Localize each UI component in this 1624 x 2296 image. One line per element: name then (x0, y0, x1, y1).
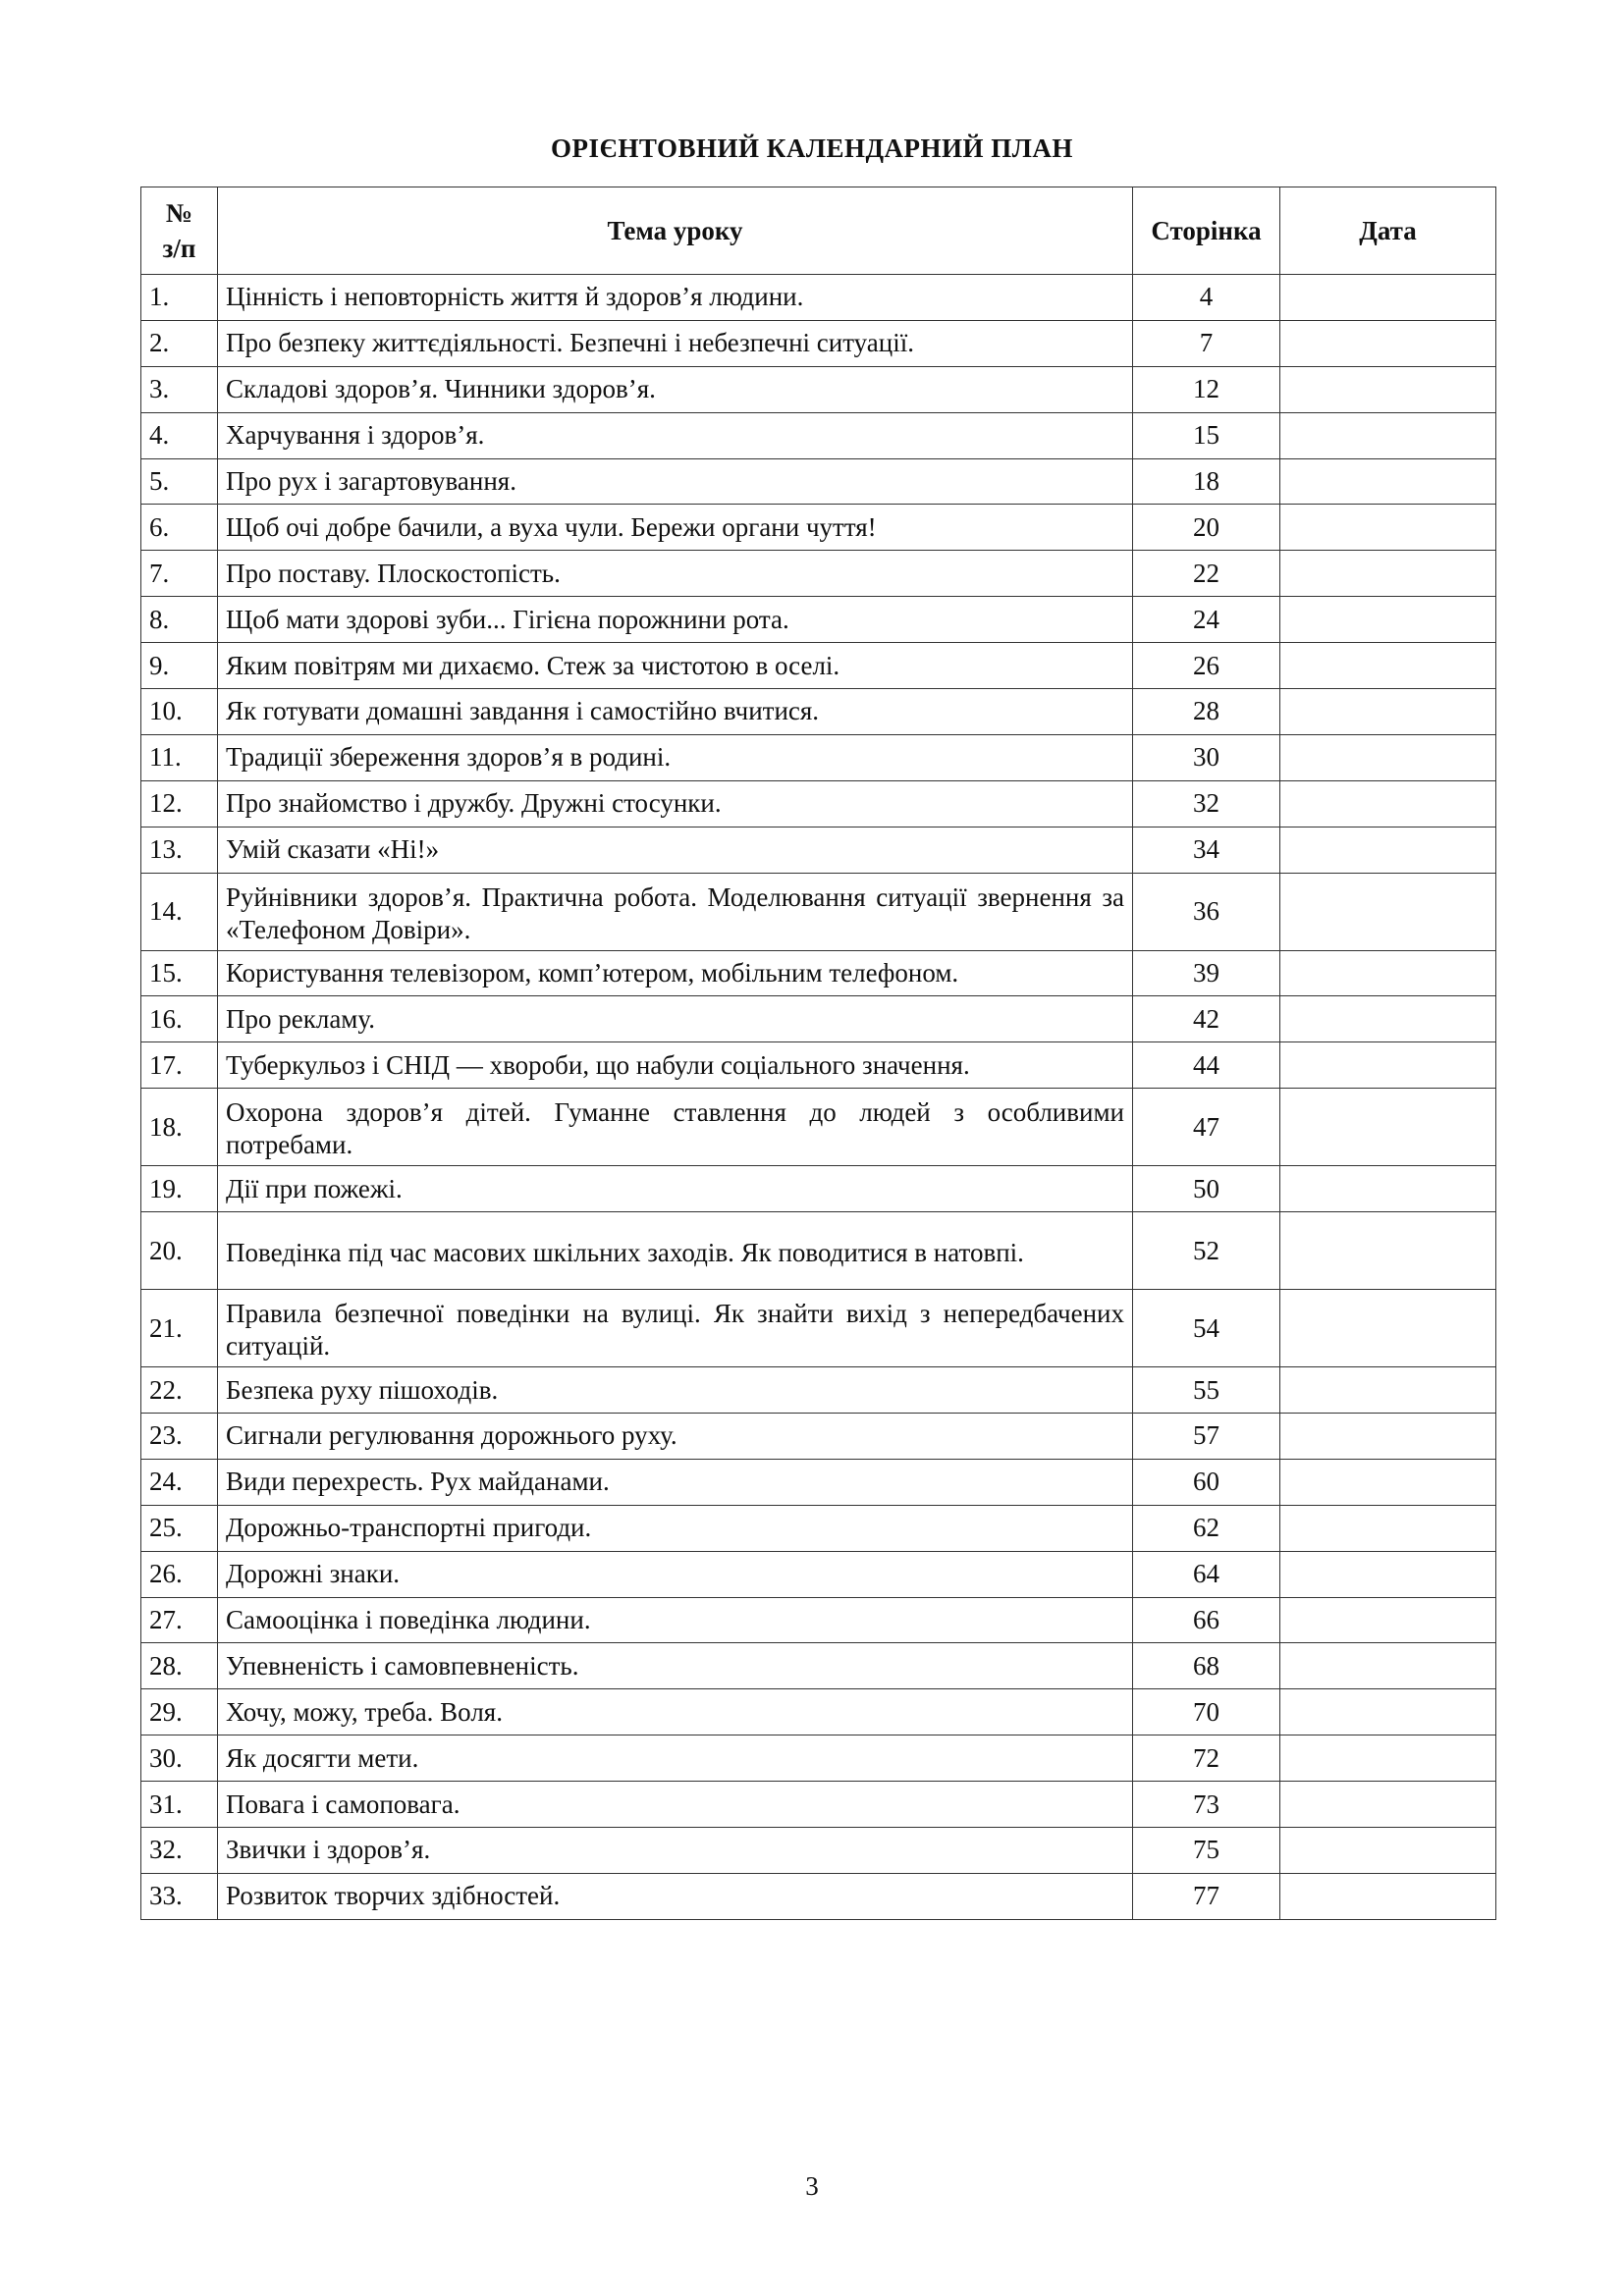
row-page: 42 (1133, 996, 1280, 1042)
row-number: 10. (141, 689, 218, 735)
table-row (141, 320, 1496, 366)
row-topic: Щоб мати здорові зуби... Гігієна порожнини рота. (218, 597, 1133, 643)
row-date (1280, 551, 1496, 597)
table-row (141, 1290, 1496, 1367)
row-date (1280, 1505, 1496, 1551)
row-number: 20. (141, 1212, 218, 1290)
row-page: 22 (1133, 551, 1280, 597)
table-row (141, 734, 1496, 780)
row-topic: Самооцінка і поведінка людини. (218, 1597, 1133, 1643)
table-row (141, 1367, 1496, 1414)
table-row (141, 597, 1496, 643)
header-page: Сторінка (1133, 187, 1280, 275)
row-date (1280, 1782, 1496, 1828)
header-date: Дата (1280, 187, 1496, 275)
row-date (1280, 1166, 1496, 1212)
table-row (141, 1735, 1496, 1782)
row-date (1280, 1089, 1496, 1166)
calendar-plan-table (140, 187, 1496, 1920)
row-date (1280, 950, 1496, 996)
row-topic: Про безпеку життєдіяльності. Безпечні і небезпечні ситуації. (218, 320, 1133, 366)
table-row (141, 996, 1496, 1042)
row-topic: Правила безпечної поведінки на вулиці. Як знайти вихід з непередбачених ситуацій. (218, 1290, 1133, 1367)
row-page: 54 (1133, 1290, 1280, 1367)
row-date (1280, 1290, 1496, 1367)
row-page: 72 (1133, 1735, 1280, 1782)
table-row (141, 1505, 1496, 1551)
row-number: 31. (141, 1782, 218, 1828)
row-date (1280, 1689, 1496, 1735)
row-date (1280, 275, 1496, 321)
row-page: 55 (1133, 1367, 1280, 1414)
row-number: 32. (141, 1828, 218, 1874)
row-page: 18 (1133, 458, 1280, 505)
table-header-row (141, 187, 1496, 275)
row-date (1280, 873, 1496, 950)
row-page: 60 (1133, 1459, 1280, 1505)
row-page: 30 (1133, 734, 1280, 780)
row-number: 24. (141, 1459, 218, 1505)
row-page: 64 (1133, 1551, 1280, 1597)
row-date (1280, 1414, 1496, 1460)
row-number: 22. (141, 1367, 218, 1414)
table-row (141, 1689, 1496, 1735)
row-page: 52 (1133, 1212, 1280, 1290)
row-page: 34 (1133, 827, 1280, 873)
row-number: 17. (141, 1042, 218, 1089)
table-row (141, 1643, 1496, 1689)
row-topic: Яким повітрям ми дихаємо. Стеж за чистотою в оселі. (218, 643, 1133, 689)
row-date (1280, 689, 1496, 735)
table-row (141, 1414, 1496, 1460)
row-date (1280, 458, 1496, 505)
row-date (1280, 780, 1496, 827)
table-row (141, 1873, 1496, 1919)
row-number: 28. (141, 1643, 218, 1689)
row-number: 18. (141, 1089, 218, 1166)
row-number: 29. (141, 1689, 218, 1735)
row-page: 26 (1133, 643, 1280, 689)
row-topic: Дії при пожежі. (218, 1166, 1133, 1212)
row-topic: Хочу, можу, треба. Воля. (218, 1689, 1133, 1735)
row-number: 9. (141, 643, 218, 689)
row-page: 15 (1133, 412, 1280, 458)
row-topic: Руйнівники здоров’я. Практична робота. Моделювання ситуації звернення за «Телефоном Довіри». (218, 873, 1133, 950)
header-number-abbrev: з/п (162, 234, 196, 263)
row-page: 50 (1133, 1166, 1280, 1212)
table-row (141, 827, 1496, 873)
row-number: 15. (141, 950, 218, 996)
table-row (141, 275, 1496, 321)
row-date (1280, 827, 1496, 873)
row-page: 12 (1133, 366, 1280, 412)
row-number: 16. (141, 996, 218, 1042)
row-date (1280, 1042, 1496, 1089)
row-date (1280, 734, 1496, 780)
row-number: 5. (141, 458, 218, 505)
row-date (1280, 1367, 1496, 1414)
row-date (1280, 505, 1496, 551)
row-page: 68 (1133, 1643, 1280, 1689)
row-topic: Про знайомство і дружбу. Дружні стосунки. (218, 780, 1133, 827)
table-row (141, 412, 1496, 458)
row-number: 11. (141, 734, 218, 780)
row-number: 21. (141, 1290, 218, 1367)
table-row (141, 1459, 1496, 1505)
row-number: 30. (141, 1735, 218, 1782)
row-page: 73 (1133, 1782, 1280, 1828)
row-topic: Розвиток творчих здібностей. (218, 1873, 1133, 1919)
table-row (141, 1212, 1496, 1290)
row-topic: Сигнали регулювання дорожнього руху. (218, 1414, 1133, 1460)
table-row (141, 1089, 1496, 1166)
row-date (1280, 1212, 1496, 1290)
table-row (141, 950, 1496, 996)
row-date (1280, 366, 1496, 412)
row-number: 3. (141, 366, 218, 412)
row-date (1280, 1828, 1496, 1874)
row-topic: Повага і самоповага. (218, 1782, 1133, 1828)
row-topic: Традиції збереження здоров’я в родині. (218, 734, 1133, 780)
table-row (141, 1042, 1496, 1089)
row-number: 2. (141, 320, 218, 366)
row-page: 75 (1133, 1828, 1280, 1874)
row-page: 36 (1133, 873, 1280, 950)
row-topic: Користування телевізором, комп’ютером, мобільним телефоном. (218, 950, 1133, 996)
row-topic: Як готувати домашні завдання і самостійно вчитися. (218, 689, 1133, 735)
row-page: 47 (1133, 1089, 1280, 1166)
row-date (1280, 643, 1496, 689)
row-date (1280, 597, 1496, 643)
header-topic: Тема уроку (218, 187, 1133, 275)
row-topic: Про рух і загартовування. (218, 458, 1133, 505)
row-number: 27. (141, 1597, 218, 1643)
row-date (1280, 1597, 1496, 1643)
row-topic: Охорона здоров’я дітей. Гуманне ставлення до людей з особливими потребами. (218, 1089, 1133, 1166)
row-topic: Харчування і здоров’я. (218, 412, 1133, 458)
row-number: 7. (141, 551, 218, 597)
row-date (1280, 1459, 1496, 1505)
row-topic: Поведінка під час масових шкільних заходів. Як поводитися в натовпі. (218, 1212, 1133, 1290)
row-topic: Про рекламу. (218, 996, 1133, 1042)
row-page: 39 (1133, 950, 1280, 996)
header-number (141, 187, 218, 275)
table-row (141, 366, 1496, 412)
row-topic: Звички і здоров’я. (218, 1828, 1133, 1874)
row-date (1280, 1551, 1496, 1597)
table-row (141, 458, 1496, 505)
row-number: 33. (141, 1873, 218, 1919)
row-number: 4. (141, 412, 218, 458)
row-number: 13. (141, 827, 218, 873)
row-page: 77 (1133, 1873, 1280, 1919)
row-topic: Щоб очі добре бачили, а вуха чули. Бережи органи чуття! (218, 505, 1133, 551)
row-number: 6. (141, 505, 218, 551)
row-topic: Про поставу. Плоскостопість. (218, 551, 1133, 597)
row-page: 62 (1133, 1505, 1280, 1551)
row-number: 23. (141, 1414, 218, 1460)
row-number: 26. (141, 1551, 218, 1597)
table-row (141, 551, 1496, 597)
page-title: ОРІЄНТОВНИЙ КАЛЕНДАРНИЙ ПЛАН (551, 133, 1073, 163)
page-number: 3 (805, 2171, 819, 2201)
row-topic: Цінність і неповторність життя й здоров’я людини. (218, 275, 1133, 321)
row-page: 24 (1133, 597, 1280, 643)
row-page: 44 (1133, 1042, 1280, 1089)
row-topic: Складові здоров’я. Чинники здоров’я. (218, 366, 1133, 412)
table-row (141, 1597, 1496, 1643)
table-row (141, 873, 1496, 950)
row-page: 28 (1133, 689, 1280, 735)
header-number-symbol: № (165, 198, 193, 228)
row-date (1280, 412, 1496, 458)
row-number: 1. (141, 275, 218, 321)
row-page: 70 (1133, 1689, 1280, 1735)
table-body (141, 275, 1496, 1920)
row-number: 14. (141, 873, 218, 950)
table-row (141, 1782, 1496, 1828)
row-topic: Як досягти мети. (218, 1735, 1133, 1782)
table-row (141, 643, 1496, 689)
row-page: 66 (1133, 1597, 1280, 1643)
row-topic: Дорожньо-транспортні пригоди. (218, 1505, 1133, 1551)
row-number: 19. (141, 1166, 218, 1212)
row-page: 7 (1133, 320, 1280, 366)
row-date (1280, 1873, 1496, 1919)
row-page: 32 (1133, 780, 1280, 827)
row-number: 12. (141, 780, 218, 827)
row-topic: Упевненість і самовпевненість. (218, 1643, 1133, 1689)
row-topic: Безпека руху пішоходів. (218, 1367, 1133, 1414)
row-number: 25. (141, 1505, 218, 1551)
row-date (1280, 1735, 1496, 1782)
row-date (1280, 996, 1496, 1042)
row-topic: Види перехресть. Рух майданами. (218, 1459, 1133, 1505)
row-date (1280, 1643, 1496, 1689)
table-row (141, 1828, 1496, 1874)
row-page: 20 (1133, 505, 1280, 551)
row-number: 8. (141, 597, 218, 643)
row-topic: Туберкульоз і СНІД — хвороби, що набули соціального значення. (218, 1042, 1133, 1089)
row-date (1280, 320, 1496, 366)
row-topic: Дорожні знаки. (218, 1551, 1133, 1597)
table-row (141, 689, 1496, 735)
row-page: 57 (1133, 1414, 1280, 1460)
table-row (141, 1166, 1496, 1212)
table-row (141, 505, 1496, 551)
row-page: 4 (1133, 275, 1280, 321)
table-row (141, 780, 1496, 827)
row-topic: Умій сказати «Ні!» (218, 827, 1133, 873)
table-row (141, 1551, 1496, 1597)
